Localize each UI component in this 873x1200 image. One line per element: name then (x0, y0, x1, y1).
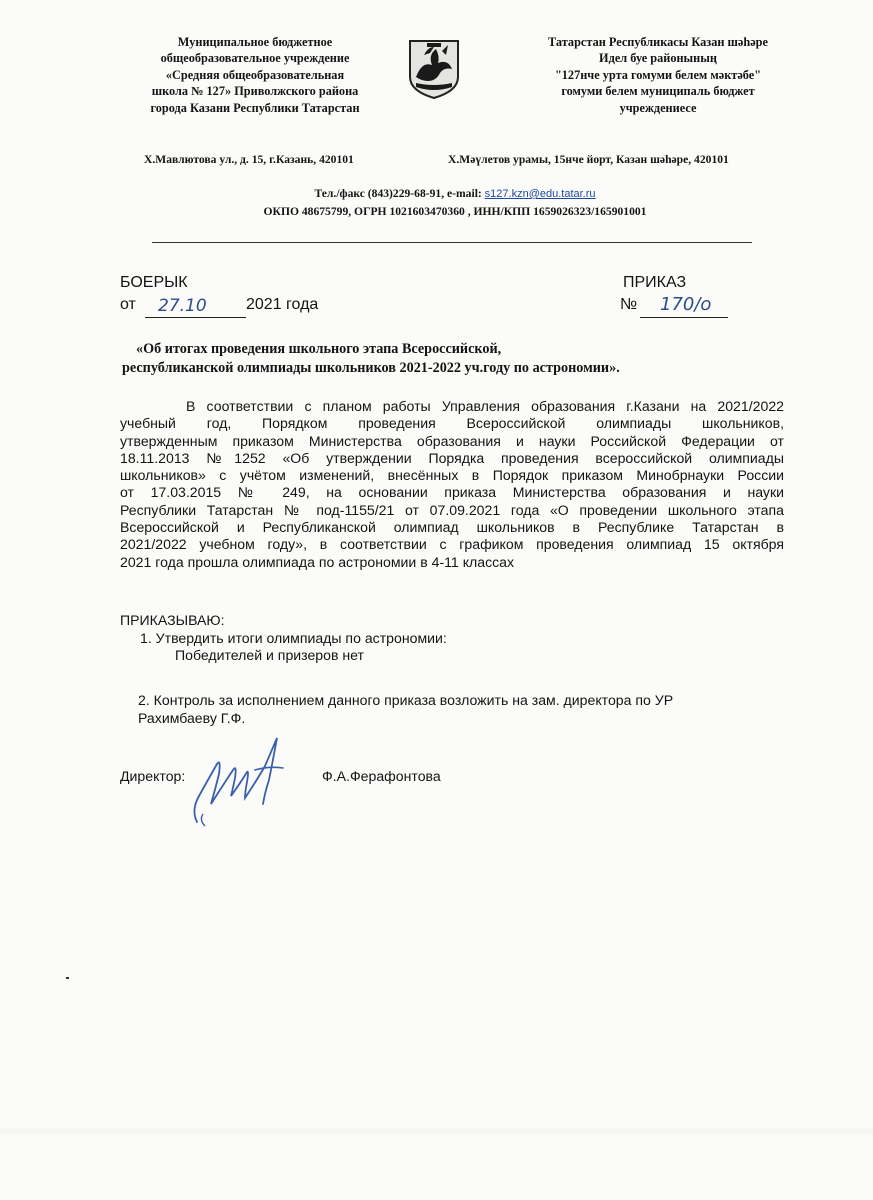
preamble-line: от 17.03.2015 № 249, на основании приказа Министерства образования и науки (120, 484, 784, 501)
decree-item-2-line: Рахимбаеву Г.Ф. (138, 709, 246, 726)
signature-name: Ф.А.Ферафонтова (322, 768, 441, 784)
preamble-line: 18.11.2013 №1252 «Об утверждении Порядка проведения всероссийской олимпиады (120, 449, 784, 466)
scan-speck (66, 977, 69, 979)
order-subject (122, 340, 620, 378)
number-underline (640, 317, 728, 318)
subject-line: республиканской олимпиады школьников 2021-2022 уч.году по астрономии». (122, 360, 620, 376)
decree-item-2-line: 2. Контроль за исполнением данного приказа возложить на зам. директора по УР (138, 692, 674, 708)
header-right-line: гомуми белем муниципаль бюджет (561, 84, 755, 99)
header-left-line: «Средняя общеобразовательная (165, 67, 345, 82)
contacts-prefix: Тел./факс (843)229-68-91, e-mail: (314, 187, 485, 200)
header-left-block (105, 34, 405, 116)
decree-heading: ПРИКАЗЫВАЮ: (120, 612, 225, 628)
requisites-line: ОКПО 48675799, ОГРН 1021603470360 , ИНН/КПП 1659026323/165901001 (263, 205, 647, 218)
order-number-handwritten: 170/о (660, 294, 712, 315)
preamble-line: 2021 года прошла олимпиада по астрономии в 4-11 классах (120, 553, 515, 570)
address-tt: Х.Мәүлетов урамы, 15нче йорт, Казан шәһәре, 420101 (448, 153, 729, 166)
order-date-suffix: 2021 года (246, 296, 319, 313)
header-left-line: Муниципальное бюджетное (177, 35, 333, 49)
header-right-block (508, 34, 808, 116)
decree-item-1: 1. Утвердить итоги олимпиады по астрономии: (140, 629, 447, 646)
preamble-line: Всероссийской и Республиканской олимпиад школьников в Республике Татарстан в (120, 519, 784, 536)
order-title-ru: ПРИКАЗ (623, 274, 687, 291)
preamble-line: В соответствии с планом работы Управления образования г.Казани на 2021/2022 (186, 398, 784, 414)
header-right-line: Идел буе районының (599, 51, 717, 66)
contacts-line (150, 187, 760, 200)
address-ru: Х.Мавлютова ул., д. 15, г.Казань, 420101 (144, 153, 354, 166)
signature-role: Директор: (120, 768, 186, 784)
header-left-line: общеобразовательное учреждение (160, 51, 350, 66)
preamble-line: учебный год, Порядком проведения Всероссийской олимпиады школьников, (120, 415, 784, 432)
date-underline (145, 317, 246, 318)
preamble-line: Республики Татарстан № под-1155/21 от 07.09.2021 года «О проведении школьного этапа (120, 501, 784, 518)
header-divider (152, 242, 752, 243)
header-left-line: города Казани Республики Татарстан (150, 100, 360, 115)
preamble-line: 2021/2022 учебном году», в соответствии с графиком проведения олимпиад 15 октября (120, 536, 784, 553)
header-right-line: "127нче урта гомуми белем мәктәбе" (554, 67, 762, 82)
preamble-paragraph (120, 398, 784, 571)
handwritten-signature (185, 730, 300, 830)
decree-item-2 (138, 692, 673, 727)
order-number-prefix: № (620, 296, 638, 313)
subject-line: «Об итогах проведения школьного этапа Всероссийской, (136, 341, 502, 357)
preamble-line: школьников» с учётом изменений, внесённых в Порядок приказом Минобрнауки России (120, 467, 784, 484)
email-link[interactable]: s127.kzn@edu.tatar.ru (484, 188, 596, 200)
scan-shadow (0, 1128, 873, 1134)
order-date-prefix: от (120, 296, 136, 313)
decree-item-1-detail: Победителей и призеров нет (175, 647, 364, 663)
order-title-tt: БОЕРЫК (120, 274, 188, 291)
header-left-line: школа № 127» Приволжского района (151, 84, 359, 99)
preamble-line: утвержденным приказом Министерства образования и науки Российской Федерации от (120, 432, 784, 449)
order-date-handwritten: 27.10 (158, 296, 207, 316)
decree-block (120, 612, 447, 665)
coat-of-arms-emblem (402, 37, 466, 101)
header-right-line: Татарстан Республикасы Казан шәһәре (548, 35, 768, 49)
header-right-line: учреждениесе (619, 100, 697, 115)
